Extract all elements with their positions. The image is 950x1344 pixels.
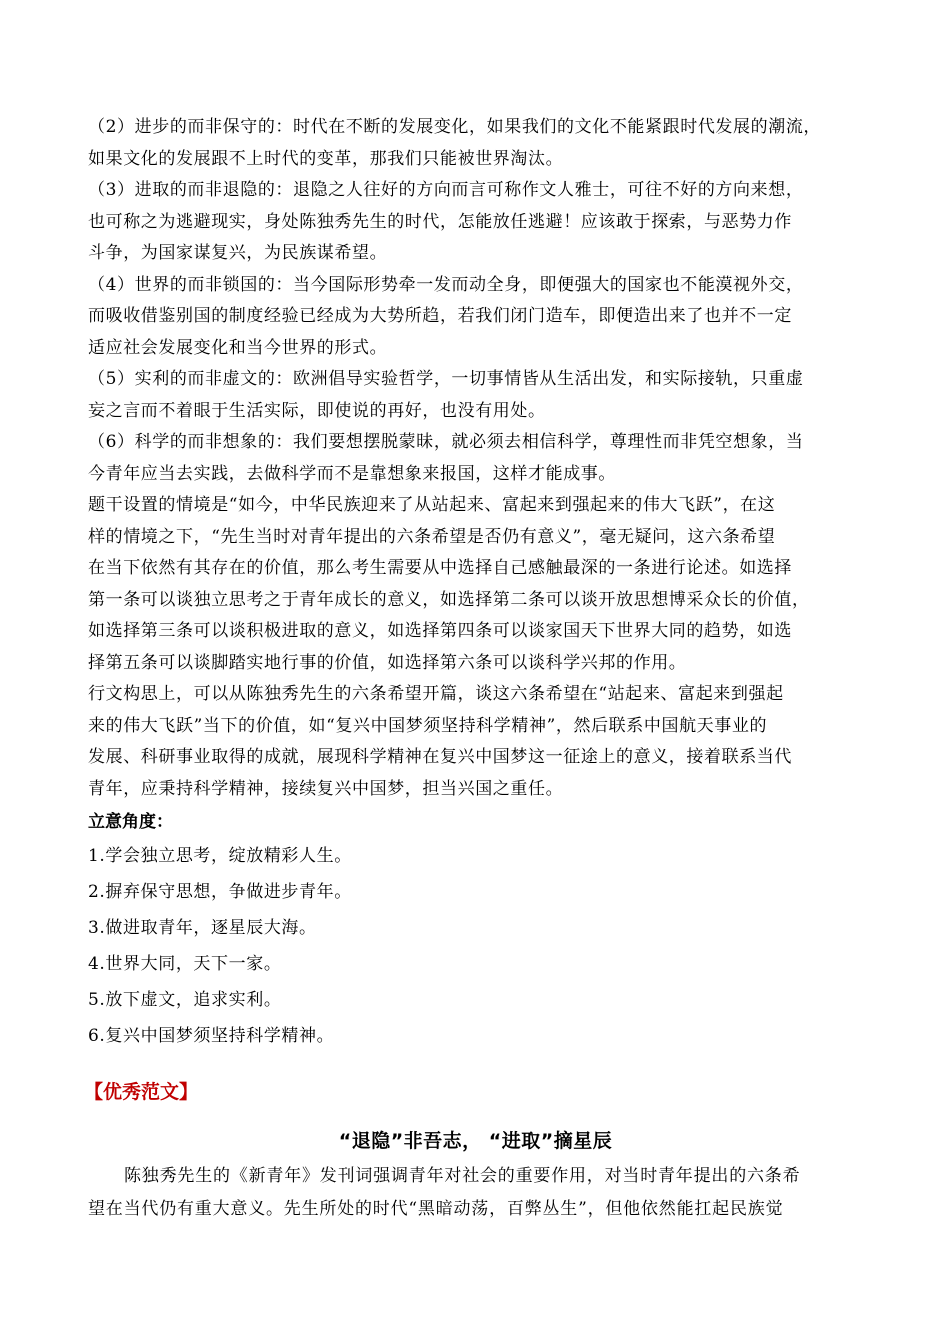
text-line: 发展、科研事业取得的成就，展现科学精神在复兴中国梦这一征途上的意义，接着联系当代 (88, 747, 792, 767)
text-line: （6）科学的而非想象的：我们要想摆脱蒙昧，就必须去相信科学，尊理性而非凭空想象，当 (88, 432, 804, 452)
text-line: 陈独秀先生的《新青年》发刊词强调青年对社会的重要作用，对当时青年提出的六条希 (124, 1166, 801, 1186)
paragraph-point-6 (88, 427, 863, 490)
angle-list (88, 838, 863, 1054)
angle-heading: 立意角度： (88, 812, 173, 832)
text-line: （4）世界的而非锁国的：当今国际形势牵一发而动全身，即便强大的国家也不能漠视外交， (88, 274, 804, 295)
text-line: 样的情境之下，“先生当时对青年提出的六条希望是否仍有意义”，毫无疑问，这六条希望 (88, 526, 776, 547)
paragraph-point-2 (88, 112, 863, 175)
analysis-paragraphs (88, 112, 863, 805)
text-line: 青年，应秉持科学精神，接续复兴中国梦，担当兴国之重任。 (88, 778, 564, 799)
text-line: 如选择第三条可以谈积极进取的意义，如选择第四条可以谈家国天下世界大同的趋势，如选 (88, 621, 792, 641)
list-item: 5.放下虚文，追求实利。 (88, 990, 282, 1010)
list-item: 3.做进取青年，逐星辰大海。 (88, 918, 317, 938)
paragraph-point-4 (88, 270, 863, 365)
section-label-excellent-essay: 【优秀范文】 (84, 1081, 199, 1103)
list-item: 1.学会独立思考，绽放精彩人生。 (88, 846, 352, 866)
paragraph-point-3 (88, 175, 863, 270)
text-line: 斗争，为国家谋复兴，为民族谋希望。 (88, 243, 388, 263)
text-line: 第一条可以谈独立思考之于青年成长的意义，如选择第二条可以谈开放思想博采众长的价值， (88, 589, 810, 610)
text-line: 望在当代仍有重大意义。先生所处的时代“黑暗动荡，百弊丛生”，但他依然能扛起民族觉 (88, 1199, 784, 1219)
list-item: 4.世界大同，天下一家。 (88, 954, 282, 974)
text-line: 题干设置的情境是“如今，中华民族迎来了从站起来、富起来到强起来的伟大飞跃”，在这 (88, 495, 776, 515)
text-line: 今青年应当去实践，去做科学而不是靠想象来报国，这样才能成事。 (88, 463, 616, 484)
essay-title: “退隐”非吾志， “进取”摘星辰 (338, 1130, 613, 1152)
text-line: （3）进取的而非退隐的：退隐之人往好的方向而言可称作文人雅士，可往不好的方向来想， (88, 180, 804, 200)
paragraph-point-5 (88, 364, 863, 427)
text-line: 择第五条可以谈脚踏实地行事的价值，如选择第六条可以谈科学兴邦的作用。 (88, 652, 687, 673)
text-line: 适应社会发展变化和当今世界的形式。 (88, 337, 388, 358)
list-item: 6.复兴中国梦须坚持科学精神。 (88, 1026, 335, 1046)
paragraph-context-analysis (88, 490, 863, 679)
essay-body (88, 1160, 863, 1226)
text-line: 在当下依然有其存在的价值，那么考生需要从中选择自己感触最深的一条进行论述。如选择 (88, 558, 792, 578)
text-line: （5）实利的而非虚文的：欧洲倡导实验哲学，一切事情皆从生活出发，和实际接轨，只重虚 (88, 369, 804, 389)
text-line: 如果文化的发展跟不上时代的变革，那我们只能被世界淘汰。 (88, 148, 564, 169)
text-line: 妄之言而不着眼于生活实际，即使说的再好，也没有用处。 (88, 400, 546, 421)
paragraph-structure-idea (88, 679, 863, 805)
text-line: 也可称之为逃避现实，身处陈独秀先生的时代，怎能放任逃避！应该敢于探索，与恶势力作 (88, 211, 792, 232)
document-page (84, 112, 863, 1226)
text-line: 行文构思上，可以从陈独秀先生的六条希望开篇，谈这六条希望在“站起来、富起来到强起 (88, 684, 784, 704)
text-line: 而吸收借鉴别国的制度经验已经成为大势所趋，若我们闭门造车，即便造出来了也并不一定 (88, 306, 792, 326)
text-line: （2）进步的而非保守的：时代在不断的发展变化，如果我们的文化不能紧跟时代发展的潮流， (88, 117, 822, 137)
text-line: 来的伟大飞跃”当下的价值，如“复兴中国梦须坚持科学精神”，然后联系中国航天事业的 (88, 715, 768, 736)
list-item: 2.摒弃保守思想，争做进步青年。 (88, 882, 352, 902)
